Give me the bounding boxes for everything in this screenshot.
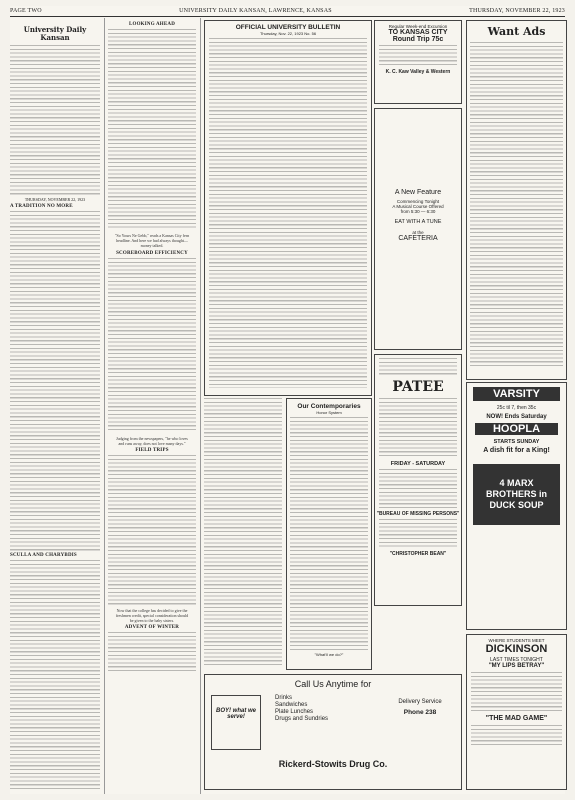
- drug-items: [275, 695, 375, 723]
- want-ads: [466, 20, 567, 380]
- article-field-trips: [108, 455, 196, 605]
- header-center: UNIVERSITY DAILY KANSAN, LAWRENCE, KANSAS: [179, 8, 332, 14]
- patee-program-2: [379, 469, 457, 509]
- bulletin-title: OFFICIAL UNIVERSITY BULLETIN: [235, 24, 341, 31]
- drug-boy-slogan: BOY! what we serve!: [211, 695, 261, 750]
- headline-advent-winter: ADVENT OF WINTER: [124, 625, 180, 631]
- quote-box-2: Judging from the newspapers, "he who loves and runs away, does not love many days.": [116, 436, 188, 447]
- dickinson-film1: "MY LIPS BETRAY": [488, 663, 545, 669]
- kc-line1: Regular Week-end Excursion: [388, 24, 448, 29]
- cafeteria-line2: Commencing Tonight: [396, 199, 440, 204]
- kc-details: [379, 45, 457, 67]
- drug-phone: Phone 238: [403, 709, 437, 716]
- masthead: University Daily Kansan: [23, 25, 87, 42]
- editorial-column-2: [108, 20, 196, 792]
- patee-program-3: [379, 519, 457, 549]
- issue-date: THURSDAY, NOVEMBER 22, 1923: [24, 197, 86, 202]
- article-scylla: [10, 560, 100, 792]
- drug-item: Drinks: [275, 695, 293, 701]
- dickinson-theatre-ad: [466, 634, 567, 790]
- bulletin-subtitle: Thursday, Nov. 22, 1923 No. 56: [259, 31, 317, 36]
- header-right: THURSDAY, NOVEMBER 22, 1923: [469, 8, 565, 14]
- want-ads-listings: [470, 42, 563, 368]
- newspaper-page: [10, 6, 565, 794]
- kc-excursion-ad: [374, 20, 462, 104]
- cafeteria-line5: EAT WITH A TUNE: [394, 219, 442, 225]
- continued-article-text: [204, 398, 282, 668]
- page-header: [10, 6, 565, 17]
- kc-line2: TO KANSAS CITY: [388, 29, 448, 36]
- headline-looking-ahead: LOOKING AHEAD: [128, 22, 176, 27]
- varsity-feast: A dish fit for a King!: [483, 447, 550, 454]
- drug-item: Sandwiches: [275, 702, 308, 708]
- editorial-column: [10, 20, 100, 792]
- dickinson-name: DICKINSON: [485, 643, 548, 655]
- cafeteria-line1: A New Feature: [394, 189, 442, 196]
- column-rule-2: [200, 18, 201, 794]
- varsity-now: NOW! Ends Saturday: [486, 414, 547, 420]
- dickinson-top: WHERE STUDENTS MEET: [488, 638, 545, 643]
- headline-scoreboard: SCOREBOARD EFFICIENCY: [116, 251, 188, 257]
- drug-headline: Call Us Anytime for: [294, 679, 372, 689]
- patee-film2: "CHRISTOPHER BEAN": [389, 551, 447, 557]
- article-tradition: [10, 211, 100, 551]
- contemporaries-text: [290, 417, 368, 652]
- varsity-film: HOOPLA: [475, 423, 558, 435]
- column-rule: [104, 18, 105, 794]
- kc-line4: K. C. Kaw Valley & Western: [385, 69, 451, 75]
- patee-days: FRIDAY - SATURDAY: [390, 461, 446, 467]
- staff-listing: [10, 45, 100, 195]
- article-looking-ahead: [108, 29, 196, 229]
- contemporaries-footer: "What'll we do?": [314, 652, 344, 657]
- article-scoreboard: [108, 258, 196, 433]
- bulletin-notices: [209, 38, 367, 388]
- patee-film1: "BUREAU OF MISSING PERSONS": [376, 511, 460, 517]
- contemporaries-subtitle: Honor System: [316, 410, 342, 415]
- headline-scylla: SCULLA AND CHARYBDIS: [10, 553, 77, 559]
- want-ads-title: Want Ads: [487, 25, 546, 38]
- cafeteria-ad: [374, 108, 462, 350]
- contemporaries-title: Our Contemporaries: [297, 403, 361, 410]
- varsity-prices: 25c til 7, then 35c: [496, 405, 537, 411]
- dickinson-program-2: [471, 725, 562, 745]
- note-box: Now that the college has decided to give the freshmen credit, special consideration should be given to the baby sisters.: [115, 608, 189, 624]
- header-left: PAGE TWO: [10, 8, 42, 14]
- continued-article: [204, 398, 282, 668]
- drug-item: Drugs and Sundries: [275, 716, 329, 722]
- drug-delivery: Delivery Service: [398, 699, 442, 705]
- official-bulletin: [204, 20, 372, 396]
- headline-tradition: A TRADITION NO MORE: [10, 204, 73, 210]
- dickinson-film2: "THE MAD GAME": [485, 715, 548, 722]
- varsity-marx: 4 MARX BROTHERS in DUCK SOUP: [473, 464, 560, 525]
- cafeteria-line3: A Musical Course Offered: [392, 204, 444, 209]
- kc-line3: Round Trip 75c: [392, 36, 444, 43]
- quote-box: "So Yours Ne Gebb," reads a Kansas City fern headline. And here we had always thought—money talked.: [114, 233, 190, 249]
- cafeteria-line7: CAFETERIA: [398, 235, 438, 242]
- contemporaries-box: [286, 398, 372, 670]
- patee-name: PATEE: [392, 379, 444, 395]
- article-advent-winter: [108, 632, 196, 672]
- headline-field-trips: FIELD TRIPS: [135, 448, 169, 454]
- cafeteria-line6: at the: [412, 230, 424, 235]
- dickinson-program: [471, 672, 562, 712]
- drug-store-ad: [204, 674, 462, 790]
- patee-theatre-ad: [374, 354, 462, 606]
- cafeteria-line4: from 5:30 — 6:30: [400, 209, 436, 214]
- patee-program: [379, 398, 457, 458]
- varsity-starts: STARTS SUNDAY: [493, 439, 540, 445]
- patee-top-text: [379, 358, 457, 376]
- dickinson-last: LAST TIMES TONIGHT: [490, 657, 543, 663]
- drug-item: Plate Lunches: [275, 709, 314, 715]
- varsity-theatre-ad: [466, 382, 567, 630]
- varsity-name: VARSITY: [473, 387, 560, 401]
- drug-store-name: Rickerd-Stowits Drug Co.: [278, 759, 388, 769]
